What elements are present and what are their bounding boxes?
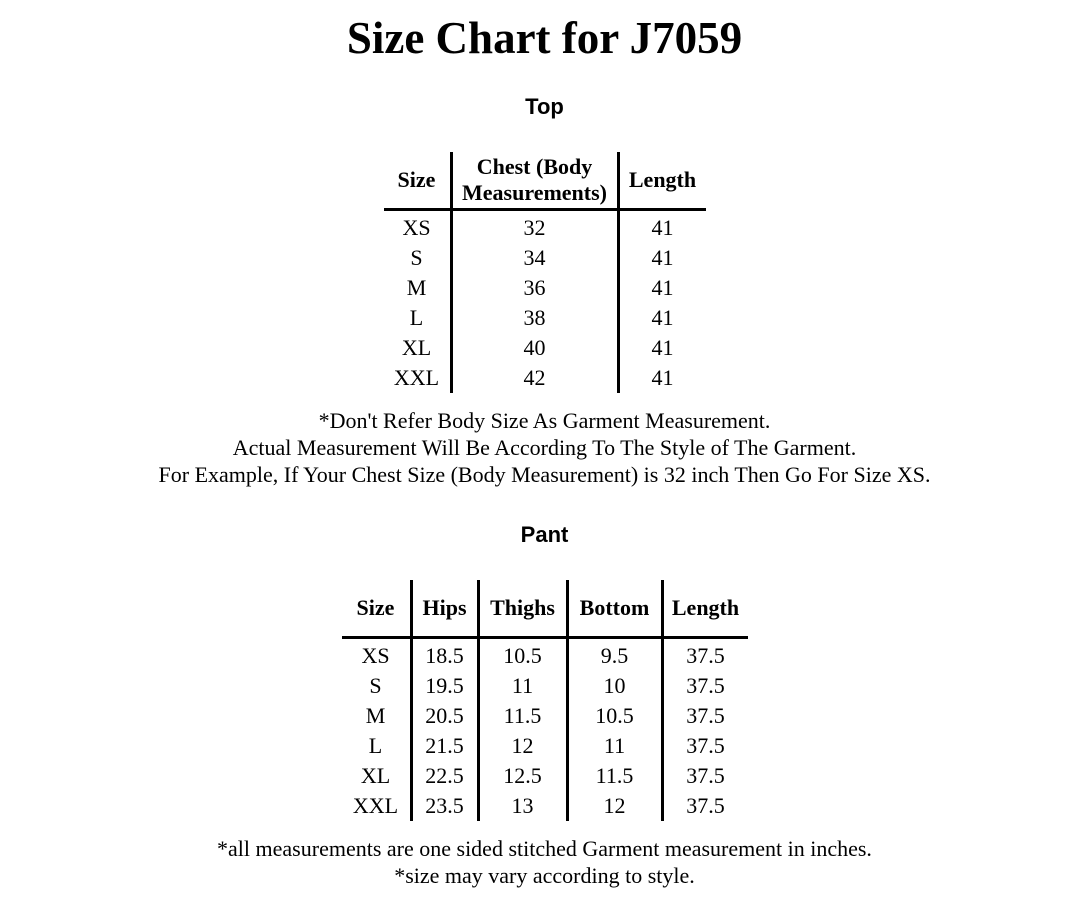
top-note-line: *Don't Refer Body Size As Garment Measurement. (318, 408, 771, 433)
length-cell: 41 (618, 333, 706, 363)
size-cell: XS (361, 643, 390, 668)
thighs-cell: 13 (478, 791, 567, 821)
length-cell: 41 (618, 210, 706, 244)
table-row (384, 333, 706, 363)
table-row (384, 303, 706, 333)
thighs-cell: 11 (478, 671, 567, 701)
length-cell: 37.5 (662, 701, 748, 731)
hips-cell: 18.5 (411, 638, 478, 672)
top-section-heading: Top (525, 94, 564, 119)
top-note-line: Actual Measurement Will Be According To The Style of The Garment. (232, 435, 857, 460)
size-cell: L (368, 733, 383, 758)
size-cell: S (410, 245, 423, 270)
size-cell: L (409, 305, 424, 330)
top-header-chest-line2: Measurements) (462, 180, 607, 205)
bottom-cell: 12 (567, 791, 662, 821)
table-row (342, 731, 748, 761)
chest-cell: 36 (451, 273, 618, 303)
chest-cell: 34 (451, 243, 618, 273)
size-cell: XXL (352, 793, 399, 818)
pant-notes (0, 835, 1089, 889)
table-row (384, 363, 706, 393)
size-cell: XL (360, 763, 391, 788)
size-cell: M (365, 703, 386, 728)
pant-header-hips: Hips (411, 580, 478, 638)
top-header-size: Size (384, 152, 452, 210)
hips-cell: 21.5 (411, 731, 478, 761)
bottom-cell: 11 (567, 731, 662, 761)
hips-cell: 22.5 (411, 761, 478, 791)
chest-cell: 42 (451, 363, 618, 393)
chest-cell: 32 (451, 210, 618, 244)
pant-header-bottom: Bottom (567, 580, 662, 638)
top-header-chest (451, 152, 618, 210)
length-cell: 37.5 (662, 761, 748, 791)
table-row (342, 638, 748, 672)
bottom-cell: 10.5 (567, 701, 662, 731)
pant-header-thighs: Thighs (478, 580, 567, 638)
table-row (342, 671, 748, 701)
thighs-cell: 11.5 (478, 701, 567, 731)
length-cell: 41 (618, 273, 706, 303)
thighs-cell: 12.5 (478, 761, 567, 791)
pant-size-table (342, 580, 748, 821)
thighs-cell: 10.5 (478, 638, 567, 672)
table-row (342, 701, 748, 731)
table-row (384, 243, 706, 273)
pant-note-line: *size may vary according to style. (394, 863, 695, 888)
table-row (342, 761, 748, 791)
length-cell: 41 (618, 243, 706, 273)
top-note-line: For Example, If Your Chest Size (Body Measurement) is 32 inch Then Go For Size XS. (158, 462, 931, 487)
chest-cell: 40 (451, 333, 618, 363)
size-cell: XL (401, 335, 432, 360)
pant-header-length: Length (662, 580, 748, 638)
pant-note-line: *all measurements are one sided stitched Garment measurement in inches. (217, 836, 872, 861)
table-row (384, 210, 706, 244)
pant-section-heading: Pant (520, 522, 569, 547)
thighs-cell: 12 (478, 731, 567, 761)
size-cell: S (369, 673, 382, 698)
size-cell: M (406, 275, 427, 300)
size-cell: XXL (393, 365, 440, 390)
bottom-cell: 10 (567, 671, 662, 701)
pant-header-size: Size (342, 580, 412, 638)
bottom-cell: 9.5 (567, 638, 662, 672)
length-cell: 37.5 (662, 671, 748, 701)
top-header-chest-line1: Chest (Body (476, 154, 593, 179)
top-table-header-row (384, 152, 706, 210)
hips-cell: 19.5 (411, 671, 478, 701)
length-cell: 37.5 (662, 731, 748, 761)
top-notes (0, 407, 1089, 488)
length-cell: 41 (618, 363, 706, 393)
pant-table-header-row (342, 580, 748, 638)
length-cell: 37.5 (662, 638, 748, 672)
bottom-cell: 11.5 (567, 761, 662, 791)
size-cell: XS (402, 215, 431, 240)
page-title: Size Chart for J7059 (346, 13, 743, 63)
top-size-table (384, 152, 706, 393)
table-row (384, 273, 706, 303)
chest-cell: 38 (451, 303, 618, 333)
hips-cell: 20.5 (411, 701, 478, 731)
length-cell: 41 (618, 303, 706, 333)
length-cell: 37.5 (662, 791, 748, 821)
top-header-length: Length (618, 152, 706, 210)
table-row (342, 791, 748, 821)
hips-cell: 23.5 (411, 791, 478, 821)
